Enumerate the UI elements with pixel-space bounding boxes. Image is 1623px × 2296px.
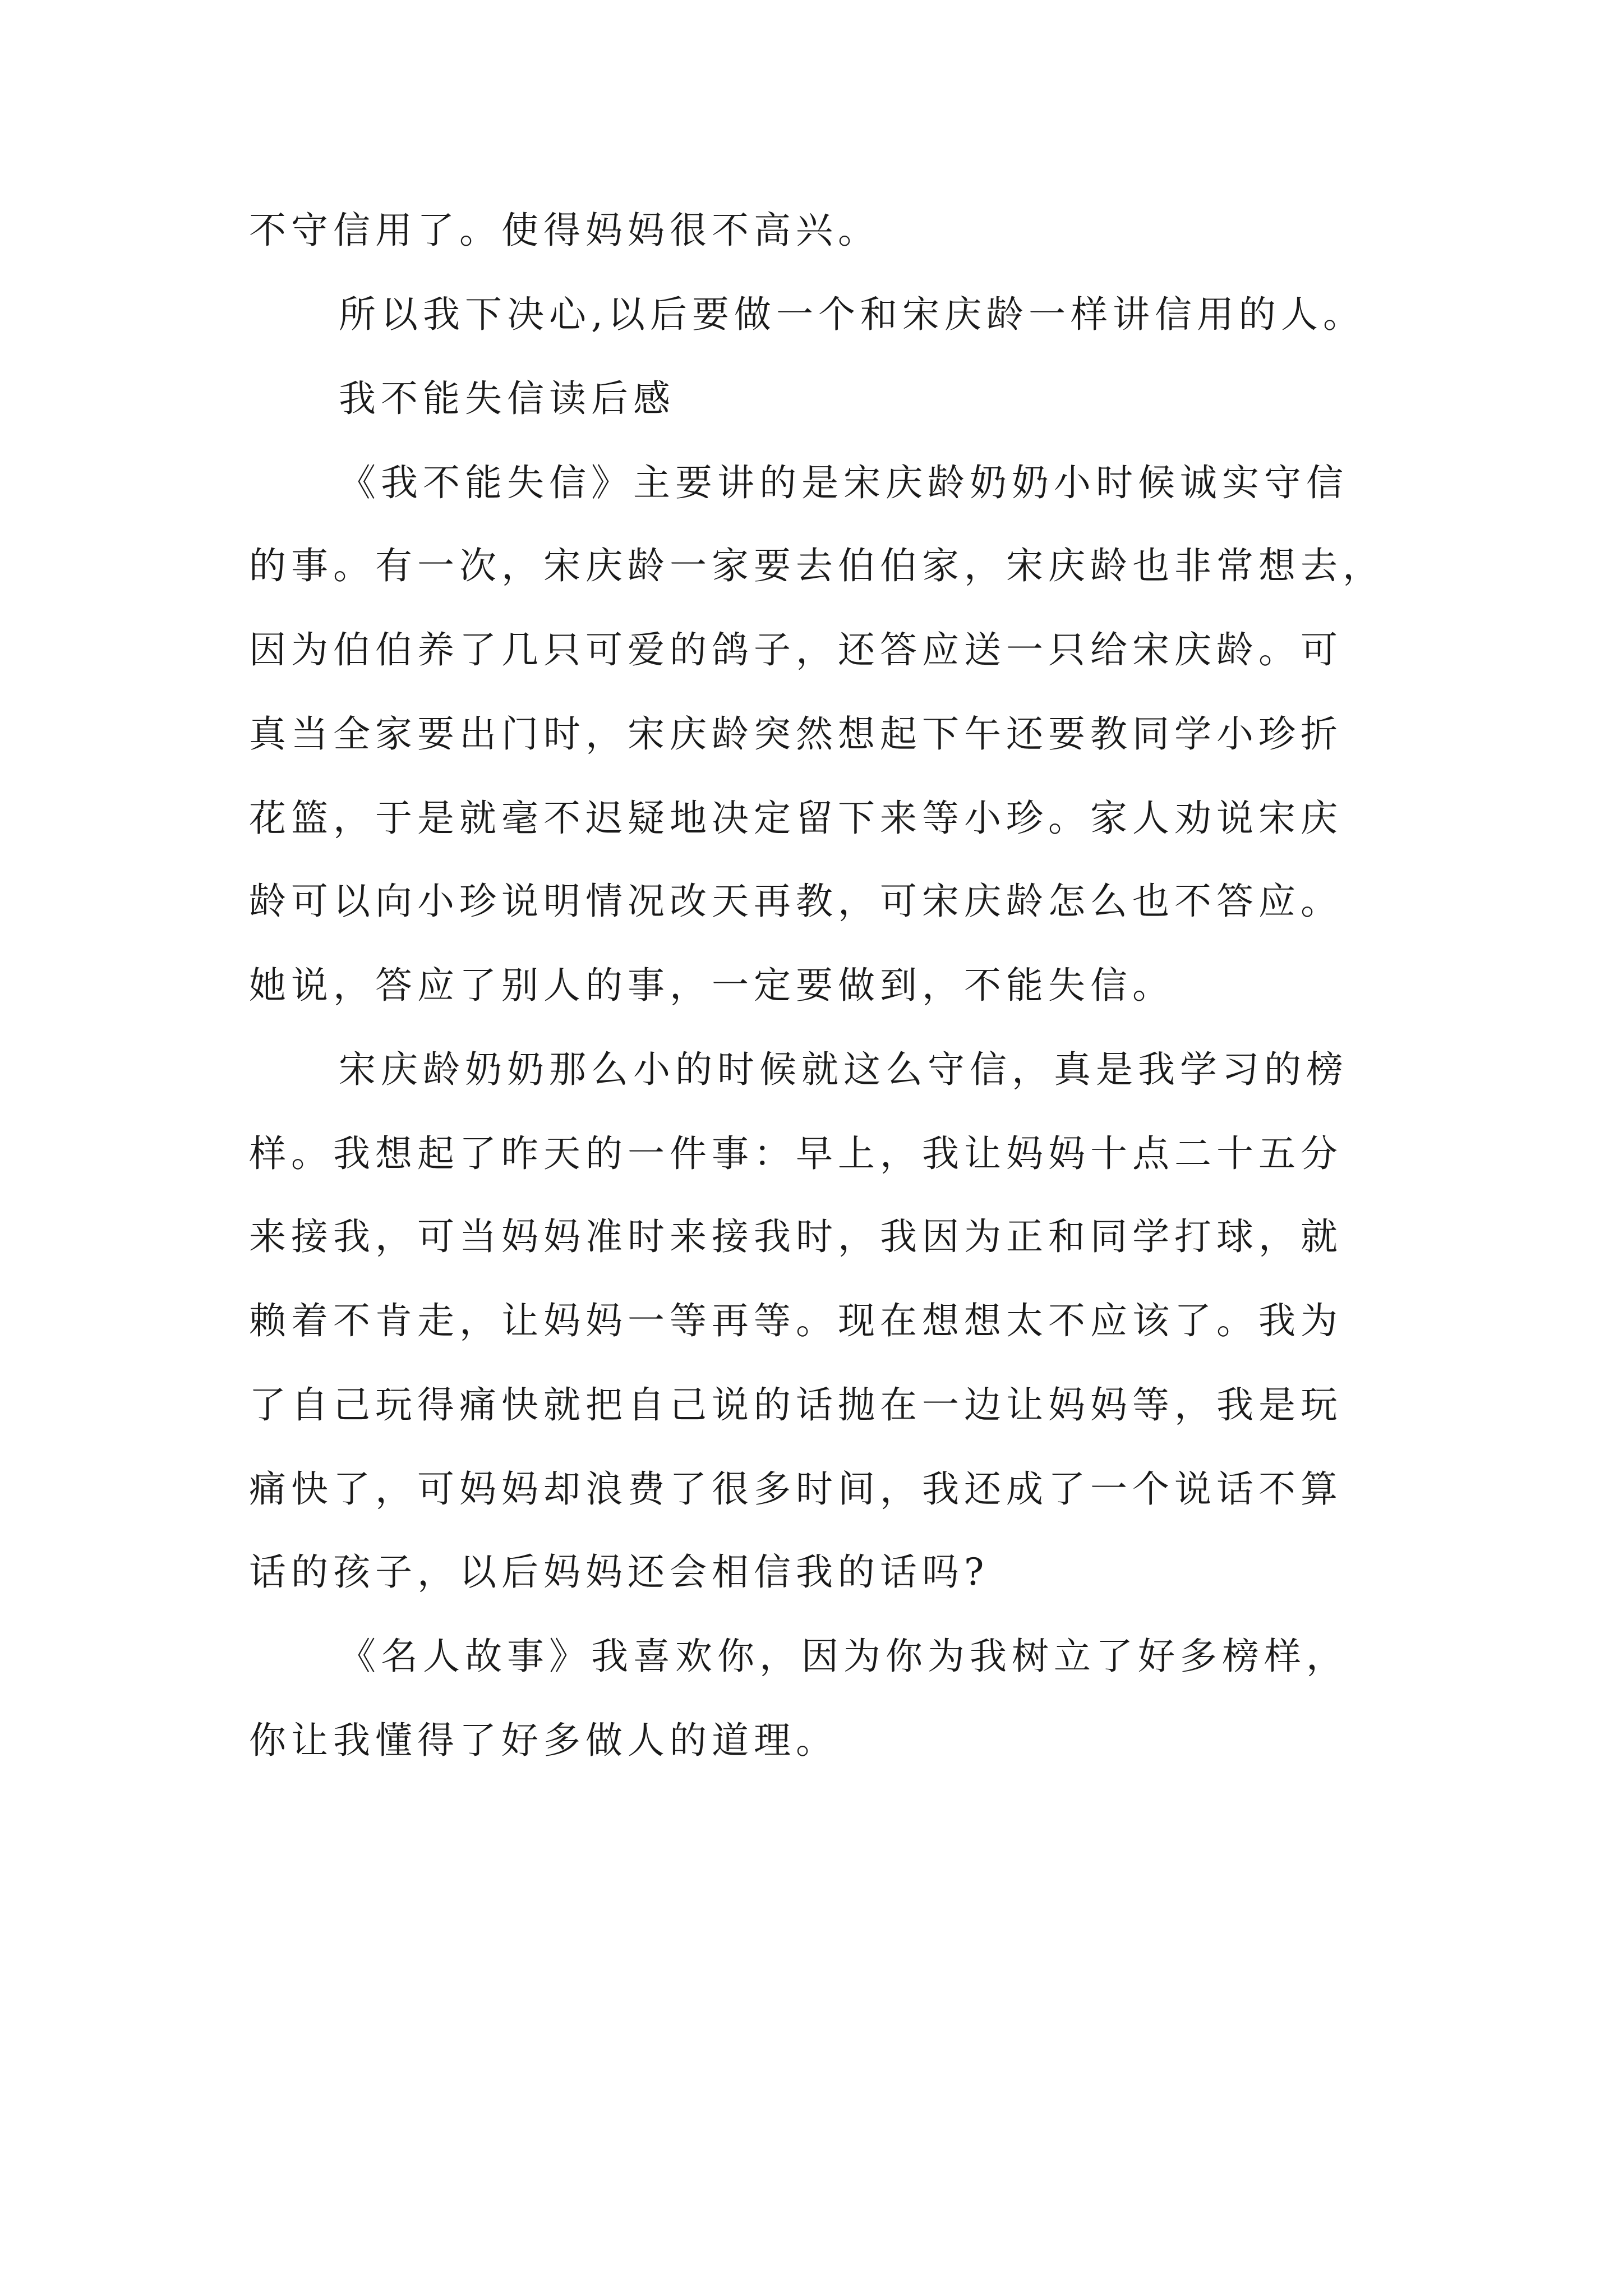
- paragraph-line: 龄可以向小珍说明情况改天再教，可宋庆龄怎么也不答应。: [249, 880, 1343, 923]
- paragraph-line: 她说，答应了别人的事，一定要做到，不能失信。: [249, 964, 1174, 1007]
- paragraph-line: 真当全家要出门时，宋庆龄突然想起下午还要教同学小珍折: [249, 712, 1343, 756]
- paragraph-line: 赖着不肯走，让妈妈一等再等。现在想想太不应该了。我为: [249, 1299, 1343, 1342]
- paragraph-line: 花篮，于是就毫不迟疑地决定留下来等小珍。家人劝说宋庆: [249, 797, 1343, 840]
- paragraph-line: 《我不能失信》主要讲的是宋庆龄奶奶小时候诚实守信: [339, 461, 1348, 504]
- paragraph-line: 《名人故事》我喜欢你，因为你为我树立了好多榜样，: [339, 1635, 1348, 1678]
- paragraph-line: 样。我想起了昨天的一件事：早上，我让妈妈十点二十五分: [249, 1132, 1343, 1175]
- paragraph-line: 话的孩子，以后妈妈还会相信我的话吗?: [249, 1550, 989, 1594]
- paragraph-line: 痛快了，可妈妈却浪费了很多时间，我还成了一个说话不算: [249, 1467, 1343, 1511]
- paragraph-line: 了自己玩得痛快就把自己说的话抛在一边让妈妈等，我是玩: [249, 1383, 1343, 1427]
- paragraph-line: 因为伯伯养了几只可爱的鸽子，还答应送一只给宋庆龄。可: [249, 628, 1343, 671]
- paragraph-line: 你让我懂得了好多做人的道理。: [249, 1719, 838, 1762]
- paragraph-line: 所以我下决心,以后要做一个和宋庆龄一样讲信用的人。: [339, 293, 1365, 336]
- paragraph-line: 宋庆龄奶奶那么小的时候就这么守信，真是我学习的榜: [339, 1048, 1348, 1091]
- paragraph-line: 来接我，可当妈妈准时来接我时，我因为正和同学打球，就: [249, 1215, 1343, 1258]
- article-title: 我不能失信读后感: [339, 377, 675, 420]
- paragraph-line: 不守信用了。使得妈妈很不高兴。: [249, 209, 880, 252]
- paragraph-line: 的事。有一次，宋庆龄一家要去伯伯家，宋庆龄也非常想去，: [249, 544, 1385, 587]
